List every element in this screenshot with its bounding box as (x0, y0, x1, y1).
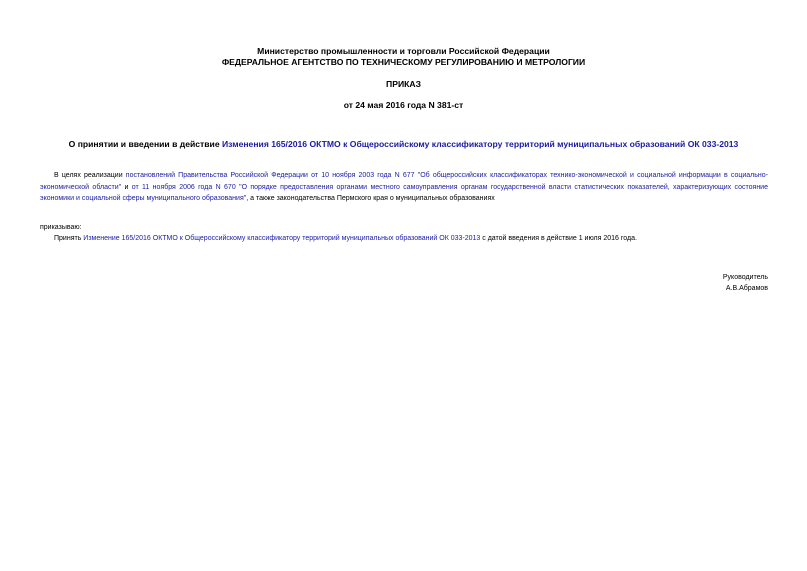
signature-role: Руководитель (722, 274, 768, 281)
document-title (0, 139, 807, 150)
title-link[interactable]: Изменения 165/2016 ОКТМО к Общероссийскому классификатору территорий муниципальных образований ОК 033-2013 (222, 139, 739, 149)
document-type: ПРИКАЗ (386, 79, 421, 89)
document-date-number: от 24 мая 2016 года N 381-ст (343, 100, 464, 110)
signature-name: А.В.Абрамов (725, 285, 768, 292)
ministry-name: Министерство промышленности и торговли Российской Федерации (257, 46, 550, 56)
order-paragraph (40, 233, 768, 245)
preamble-text-1: В целях реализации (54, 172, 126, 179)
preamble-text-2: и (121, 183, 132, 191)
preamble-text-3: , а также законодательства Пермского края о муниципальных образованиях (246, 195, 495, 202)
preamble-link-1[interactable]: постановлений Правительства Российской Федерации от 10 ноября 2003 года N 677 "Об общероссийских классификаторах технико-экономической и социальной информации в социально-экономической области" (40, 172, 768, 191)
order-label: приказываю: (40, 224, 82, 231)
order-text-2: с датой введения в действие 1 июля 2016 года. (480, 235, 637, 242)
title-prefix: О принятии и введении в действие (68, 139, 222, 149)
preamble-paragraph (40, 170, 768, 205)
order-text-1: Принять (54, 235, 84, 242)
agency-name: ФЕДЕРАЛЬНОЕ АГЕНТСТВО ПО ТЕХНИЧЕСКОМУ РЕГУЛИРОВАНИЮ И МЕТРОЛОГИИ (221, 57, 586, 67)
preamble-link-2[interactable]: от 11 ноября 2006 года N 670 "О порядке предоставления органами местного самоуправления органам государственной власти статистических показателей, характеризующих состояние экономики и социальной сферы муниципального образования" (40, 183, 768, 202)
order-link[interactable]: Изменение 165/2016 ОКТМО к Общероссийскому классификатору территорий муниципальных образований ОК 033-2013 (83, 235, 481, 242)
